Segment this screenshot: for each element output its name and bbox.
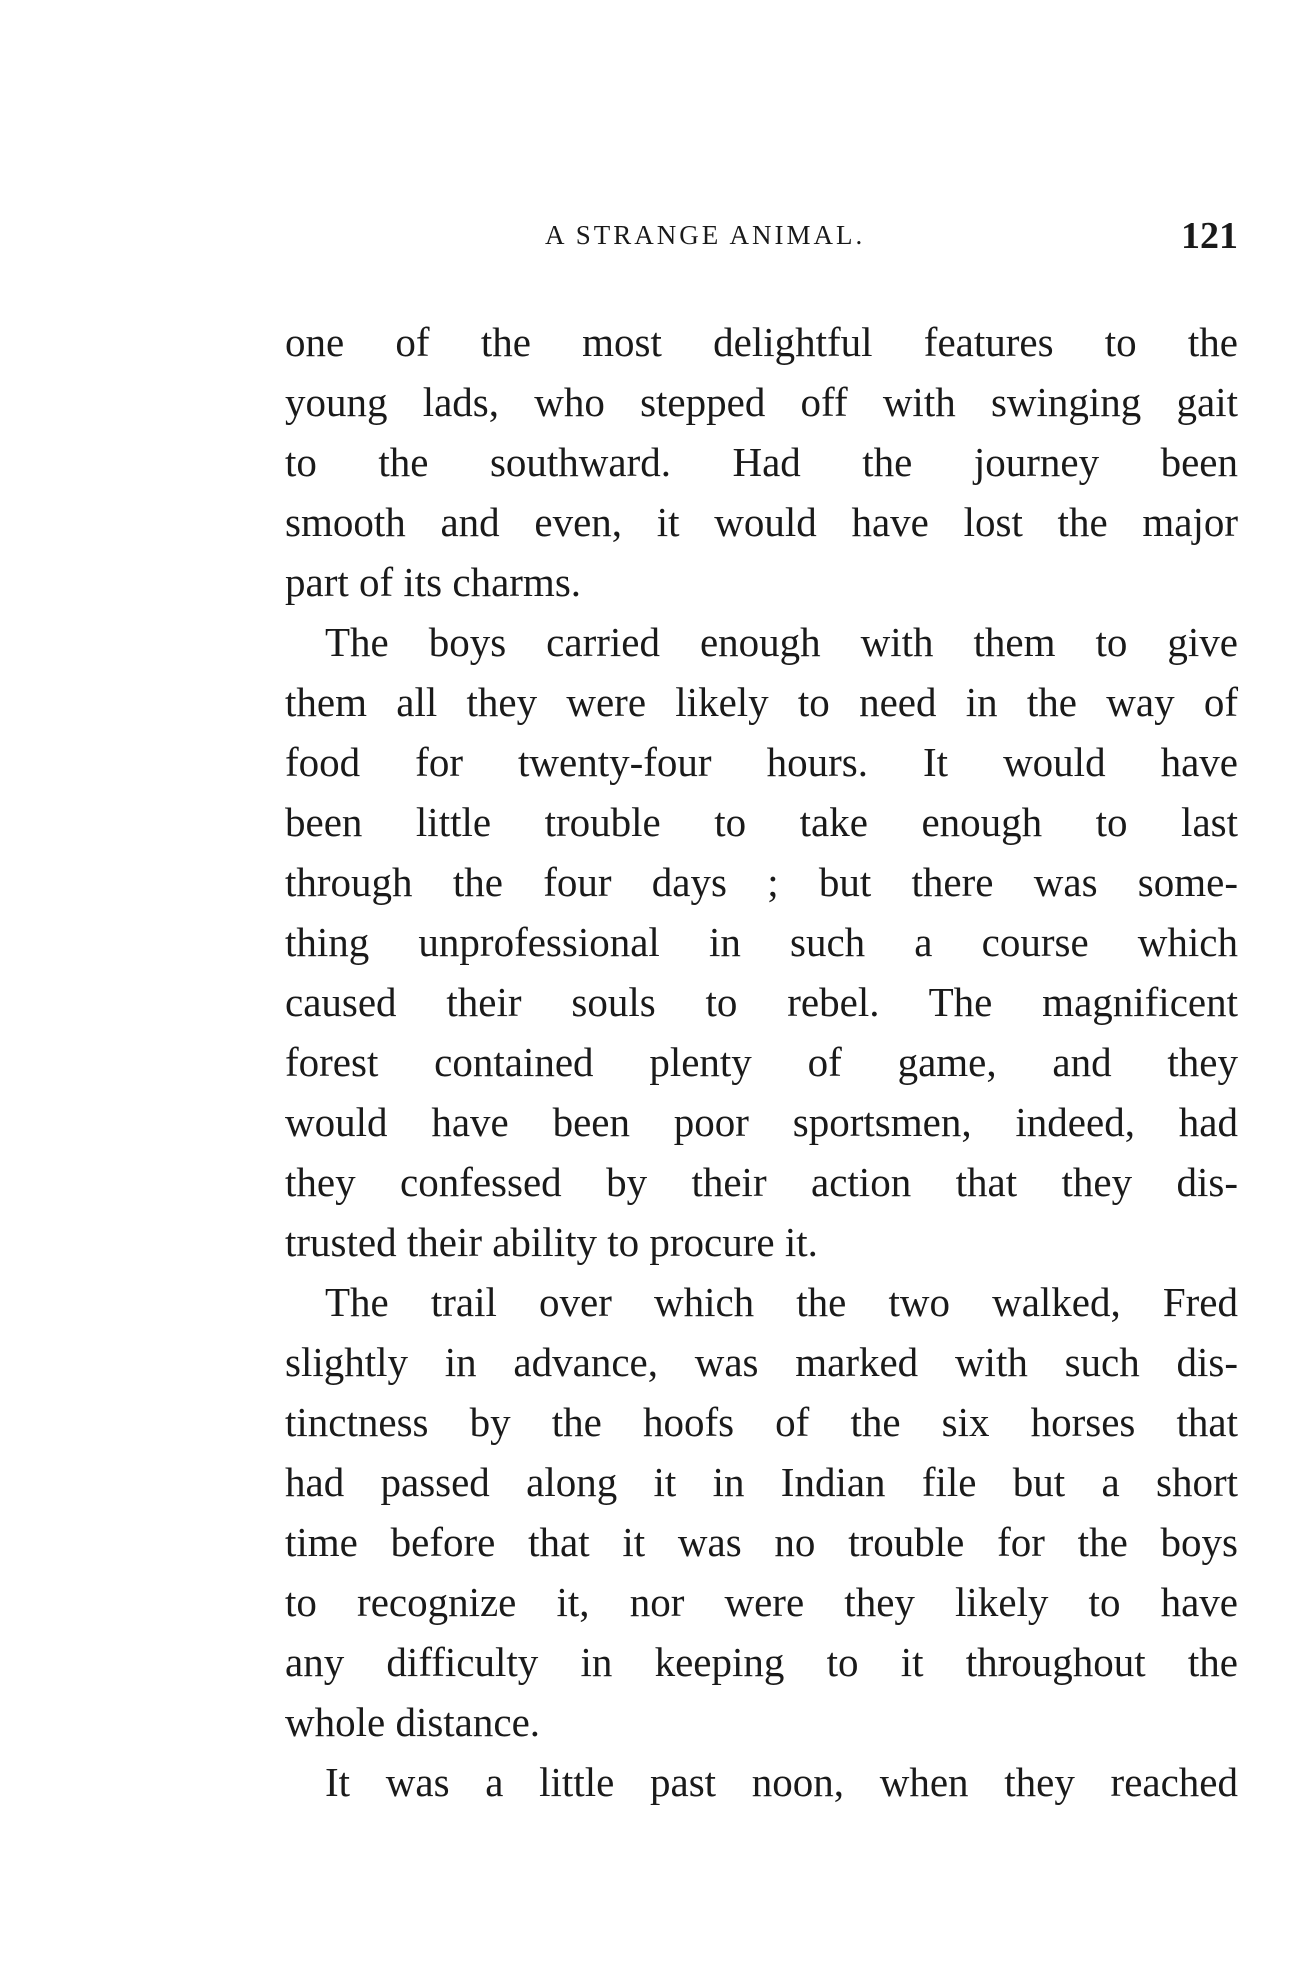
paragraph-start-line: The trail over which the two walked, Fred [325,1279,1238,1325]
text-line: young lads, who stepped off with swinging gait [285,379,1238,425]
text-line: to the southward. Had the journey been [285,439,1238,485]
page-header [285,215,1238,268]
page-number: 121 [1181,215,1238,257]
body-text [285,312,1238,1812]
text-line: time before that it was no trouble for the boys [285,1519,1238,1565]
text-line: whole distance. [285,1699,541,1745]
text-line: smooth and even, it would have lost the major [285,499,1238,545]
text-line: trusted their ability to procure it. [285,1219,818,1265]
text-line: forest contained plenty of game, and they [285,1039,1238,1085]
text-line: through the four days ; but there was some- [285,859,1238,905]
text-line: had passed along it in Indian file but a short [285,1459,1238,1505]
text-line: they confessed by their action that they dis- [285,1159,1238,1205]
text-line: caused their souls to rebel. The magnificent [285,979,1238,1025]
text-line: one of the most delightful features to the [285,319,1238,365]
text-line: would have been poor sportsmen, indeed, had [285,1099,1238,1145]
text-line: to recognize it, nor were they likely to have [285,1579,1238,1625]
paragraph-start-line: It was a little past noon, when they reached [325,1759,1238,1805]
paragraph-start-line: The boys carried enough with them to give [325,619,1238,665]
text-line: slightly in advance, was marked with such dis- [285,1339,1238,1385]
text-line: been little trouble to take enough to last [285,799,1238,845]
running-title: A STRANGE ANIMAL. [545,220,866,250]
text-line: thing unprofessional in such a course which [285,919,1238,965]
text-line: part of its charms. [285,559,582,605]
text-line: tinctness by the hoofs of the six horses that [285,1399,1238,1445]
text-line: them all they were likely to need in the way of [285,679,1238,725]
text-line: food for twenty-four hours. It would have [285,739,1238,785]
text-line: any difficulty in keeping to it throughout the [285,1639,1238,1685]
